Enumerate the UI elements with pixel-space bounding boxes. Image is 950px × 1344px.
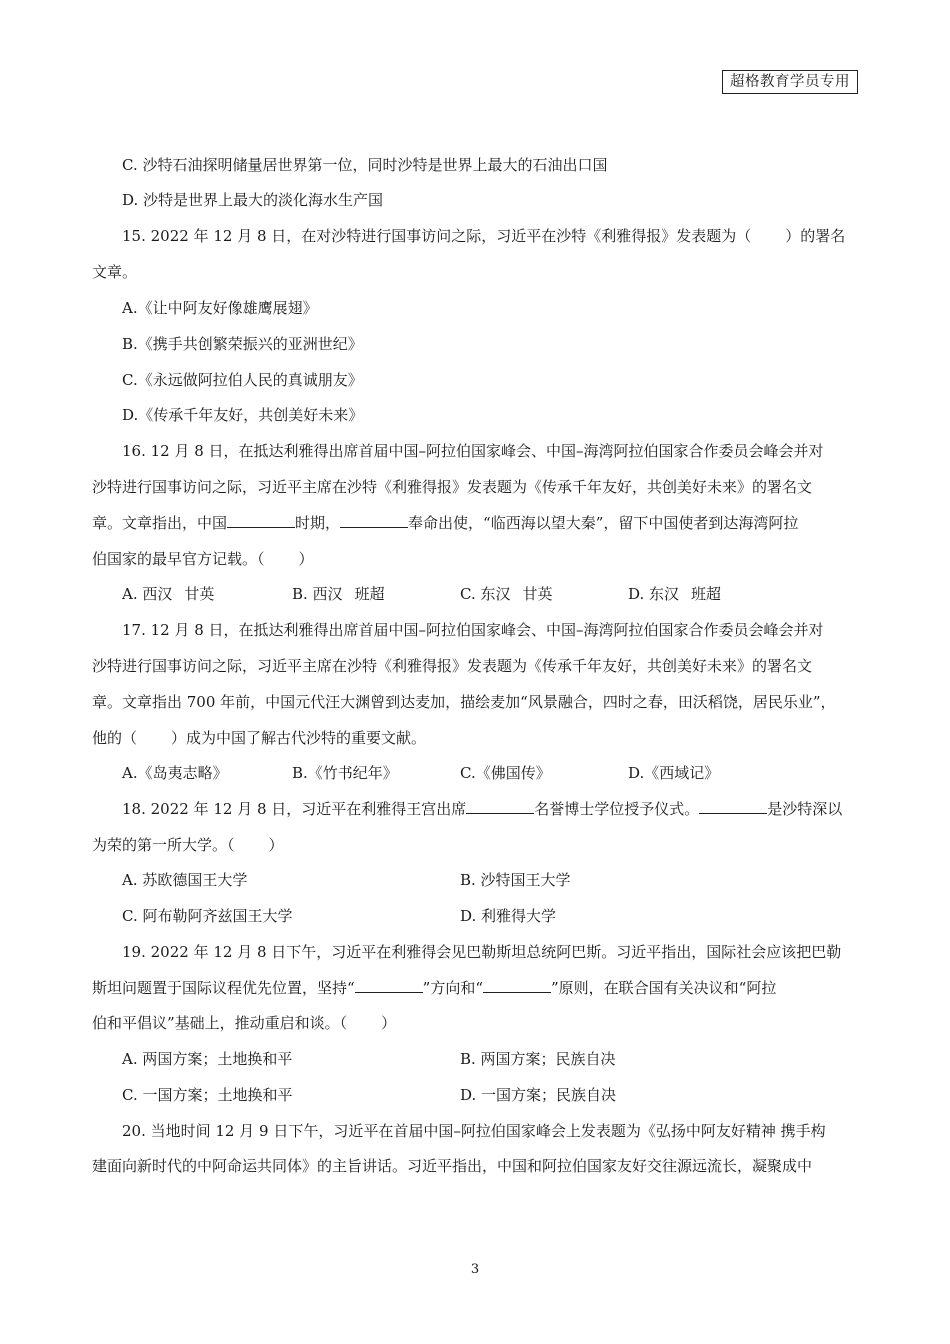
q16-option-b: [292, 584, 385, 604]
q19-option-a: A. 两国方案；土地换和平: [122, 1050, 293, 1068]
q16-line4-part-a: 伯国家的最早官方记载。（: [92, 550, 265, 568]
q16-options-row: [0, 584, 950, 604]
q15-stem-part-b: ）的署名: [785, 227, 846, 245]
q16-line3-part-b: 时期，: [295, 514, 341, 532]
q19-line2-part-b: ”方向和“: [422, 979, 484, 997]
q14-option-c: C. 沙特石油探明储量居世界第一位，同时沙特是世界上最大的石油出口国: [122, 156, 608, 174]
q20-stem-line1: 20. 当地时间 12 月 9 日下午，习近平在首届中国–阿拉伯国家峰会上发表题为《弘扬中阿友好精神 携手构: [122, 1122, 826, 1140]
q19-line2-part-c: ”原则，在联合国有关决议和“阿拉: [551, 979, 777, 997]
q17-options-row: [0, 763, 950, 783]
q18-stem-line1: [122, 799, 842, 819]
q15-stem-part-a: 15. 2022 年 12 月 8 日，在对沙特进行国事访问之际，习近平在沙特《利雅得报》发表题为（: [122, 227, 752, 245]
q15-option-d: D.《传承千年友好，共创美好未来》: [122, 406, 364, 424]
q16-option-a: [122, 584, 214, 604]
q19-option-b: B. 两国方案；民族自决: [460, 1050, 616, 1068]
fill-blank: [340, 513, 408, 528]
fill-blank: [483, 978, 551, 993]
q16-stem-line2: 沙特进行国事访问之际，习近平主席在沙特《利雅得报》发表题为《传承千年友好，共创美好未来》的署名文: [92, 478, 813, 496]
q18-line1-part-c: 是沙特深以: [767, 800, 843, 818]
q19-line3-part-a: 伯和平倡议”基础上，推动重启和谈。（: [92, 1014, 348, 1032]
q17-stem-line1: 17. 12 月 8 日，在抵达利雅得出席首届中国–阿拉伯国家峰会、中国–海湾阿拉伯国家合作委员会峰会并对: [122, 621, 824, 639]
fill-blank: [466, 799, 534, 814]
q19-line2-part-a: 斯坦问题置于国际议程优先位置，坚持“: [92, 979, 355, 997]
q16-line3-part-a: 章。文章指出，中国: [92, 514, 228, 532]
q15-stem-line2: 文章。: [92, 263, 138, 281]
q15-option-a: A.《让中阿友好像雄鹰展翅》: [122, 299, 318, 317]
q16-option-c: [460, 584, 553, 604]
q17-option-c: C.《佛国传》: [460, 764, 551, 782]
q18-line1-part-a: 18. 2022 年 12 月 8 日，习近平在利雅得王宫出席: [122, 800, 467, 818]
q16-stem-line4: [92, 549, 314, 569]
q18-option-a: A. 苏欧德国王大学: [122, 871, 248, 889]
fill-blank: [699, 799, 767, 814]
q16-stem-line3: [92, 513, 798, 533]
q16-option-d-dynasty: D. 东汉: [628, 585, 680, 603]
q19-option-c: C. 一国方案；土地换和平: [122, 1086, 293, 1104]
q17-option-d: D.《西域记》: [628, 764, 720, 782]
q17-option-b: B.《竹书纪年》: [292, 764, 398, 782]
q16-option-d-person: 班超: [691, 585, 722, 603]
q15-stem-line1: [122, 226, 845, 246]
q18-line2-part-a: 为荣的第一所大学。（: [92, 836, 235, 854]
q16-option-c-person: 甘英: [522, 585, 553, 603]
q15-option-b: B.《携手共创繁荣振兴的亚洲世纪》: [122, 335, 363, 353]
q18-option-b: B. 沙特国王大学: [460, 871, 571, 889]
q18-option-d: D. 利雅得大学: [460, 907, 557, 925]
q14-option-d: D. 沙特是世界上最大的淡化海水生产国: [122, 191, 384, 209]
q17-stem-line4: [92, 728, 426, 748]
q19-stem-line1: 19. 2022 年 12 月 8 日下午，习近平在利雅得会见巴勒斯坦总统阿巴斯。习近平指出，国际社会应该把巴勒: [122, 943, 842, 961]
q18-option-c: C. 阿布勒阿齐兹国王大学: [122, 907, 293, 925]
q16-option-b-person: 班超: [354, 585, 385, 603]
q18-line2-part-b: ）: [268, 836, 284, 854]
q16-line4-part-b: ）: [298, 550, 314, 568]
q19-stem-line3: [92, 1013, 396, 1033]
q20-stem-line2: 建面向新时代的中阿命运共同体》的主旨讲话。习近平指出，中国和阿拉伯国家友好交往源远流长，凝聚成中: [92, 1157, 813, 1175]
q17-stem-line2: 沙特进行国事访问之际，习近平主席在沙特《利雅得报》发表题为《传承千年友好，共创美好未来》的署名文: [92, 657, 813, 675]
q17-line4-part-b: ）成为中国了解古代沙特的重要文献。: [171, 729, 427, 747]
q19-stem-line2: [92, 978, 776, 998]
q19-option-d: D. 一国方案；民族自决: [460, 1086, 617, 1104]
q16-option-b-dynasty: B. 西汉: [292, 585, 343, 603]
q16-line3-part-c: 奉命出使，“临西海以望大秦”，留下中国使者到达海湾阿拉: [408, 514, 799, 532]
q17-line4-part-a: 他的（: [92, 729, 138, 747]
fill-blank: [227, 513, 295, 528]
q16-option-a-dynasty: A. 西汉: [122, 585, 173, 603]
q18-stem-line2: [92, 835, 284, 855]
q15-option-c: C.《永远做阿拉伯人民的真诚朋友》: [122, 371, 363, 389]
q18-line1-part-b: 名誉博士学位授予仪式。: [534, 800, 700, 818]
q19-line3-part-b: ）: [381, 1014, 397, 1032]
fill-blank: [355, 978, 423, 993]
q16-option-c-dynasty: C. 东汉: [460, 585, 511, 603]
q16-option-d: [628, 584, 721, 604]
q17-option-a: A.《岛夷志略》: [122, 764, 228, 782]
q16-option-a-person: 甘英: [184, 585, 215, 603]
q17-stem-line3: 章。文章指出 700 年前，中国元代汪大渊曾到达麦加，描绘麦加“风景融合，四时之春，田沃稻饶，居民乐业”，: [92, 693, 836, 711]
header-label: 超格教育学员专用: [722, 70, 858, 94]
page-number: 3: [470, 1262, 480, 1277]
q16-stem-line1: 16. 12 月 8 日，在抵达利雅得出席首届中国–阿拉伯国家峰会、中国–海湾阿拉伯国家合作委员会峰会并对: [122, 442, 824, 460]
